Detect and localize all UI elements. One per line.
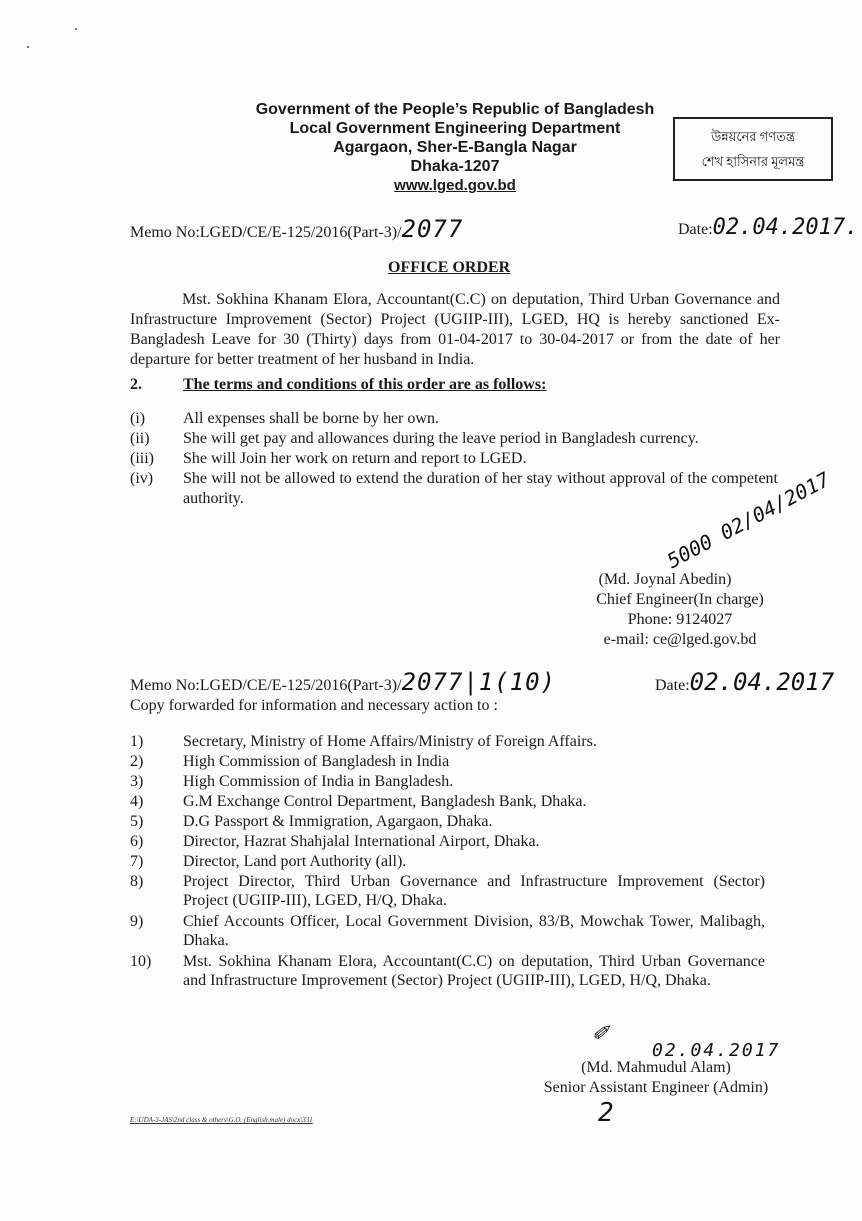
date-label: Date:: [678, 221, 713, 238]
website-link[interactable]: www.lged.gov.bd: [394, 177, 516, 194]
memo-number-1: [130, 215, 463, 243]
terms-number: 2.: [130, 376, 142, 393]
letterhead-line-1: Government of the People’s Republic of Bangladesh: [255, 101, 655, 118]
condition-text: She will get pay and allowances during the leave period in Bangladesh currency.: [183, 430, 699, 447]
memo-date-2: [655, 668, 834, 696]
distribution-text: Secretary, Ministry of Home Affairs/Ministry of Foreign Affairs.: [183, 733, 597, 750]
signatory-designation: Senior Assistant Engineer (Admin): [543, 1079, 769, 1096]
distribution-number: 10): [130, 953, 152, 970]
scan-speck: [27, 46, 29, 48]
distribution-text: Director, Hazrat Shahjalal International Airport, Dhaka.: [183, 833, 540, 850]
distribution-text: High Commission of Bangladesh in India: [183, 753, 450, 770]
slogan-box: [673, 117, 833, 181]
distribution-text: Chief Accounts Officer, Local Government Division, 83/B, Mowchak Tower, Malibagh, Dhaka.: [183, 913, 765, 949]
letterhead-line-3: Agargaon, Sher-E-Bangla Nagar: [333, 139, 577, 156]
memo-label: Memo No:LGED/CE/E-125/2016(Part-3)/: [130, 677, 402, 694]
handwritten-memo-number: 2077|1(10): [401, 668, 557, 696]
distribution-number: 3): [130, 773, 144, 790]
condition-text: She will Join her work on return and report to LGED.: [183, 450, 527, 467]
distribution-number: 1): [130, 733, 144, 750]
signatory-block-1: [560, 570, 800, 650]
distribution-number: 9): [130, 913, 144, 930]
copy-forward-line: Copy forwarded for information and necessary action to :: [130, 697, 498, 714]
distribution-text: Mst. Sokhina Khanam Elora, Accountant(C.C) on deputation, Third Urban Governance and Infrastructure Improvement (Sector) Project (UGIIP-III), LGED, H/Q, Dhaka.: [183, 953, 765, 989]
memo-label: Memo No:LGED/CE/E-125/2016(Part-3)/: [130, 224, 402, 241]
date-label: Date:: [655, 677, 690, 694]
distribution-number: 7): [130, 853, 144, 870]
distribution-text: D.G Passport & Immigration, Agargaon, Dhaka.: [183, 813, 493, 830]
signatory-designation: Chief Engineer(In charge): [596, 591, 764, 608]
distribution-number: 2): [130, 753, 144, 770]
condition-number: (i): [130, 410, 146, 427]
letterhead-line-2: Local Government Engineering Department: [289, 120, 621, 137]
distribution-text: G.M Exchange Control Department, Bangladesh Bank, Dhaka.: [183, 793, 587, 810]
signatory-name: (Md. Mahmudul Alam): [581, 1059, 731, 1076]
distribution-number: 6): [130, 833, 144, 850]
condition-number: (ii): [130, 430, 150, 447]
memo-date-1: [678, 215, 858, 240]
slogan-line-1: উন্নয়নের গণতন্ত্র: [711, 129, 795, 144]
terms-heading: The terms and conditions of this order are as follows:: [183, 376, 547, 393]
handwritten-signature-1: 5000 02/04/2017: [662, 467, 834, 573]
condition-number: (iv): [130, 470, 154, 487]
signature-scribble-icon: ✐: [592, 1018, 608, 1048]
distribution-text: Project Director, Third Urban Governance and Infrastructure Improvement (Sector) Project (UGIIP-III), LGED, H/Q, Dhaka.: [183, 873, 765, 909]
handwritten-date: 02.04.2017: [689, 668, 835, 696]
condition-number: (iii): [130, 450, 154, 467]
distribution-number: 5): [130, 813, 144, 830]
file-path-footer: E:\UDA-3-JAS\2nd class & others\G.O. (English.male) docx\331: [130, 1116, 313, 1124]
signatory-phone: Phone: 9124027: [627, 611, 733, 628]
slogan-line-2: শেখ হাসিনার মূলমন্ত্র: [701, 154, 805, 169]
signatory-email[interactable]: e-mail: ce@lged.gov.bd: [603, 631, 757, 648]
condition-text: All expenses shall be borne by her own.: [183, 410, 439, 427]
handwritten-initial: 2: [598, 1098, 614, 1128]
condition-text: She will not be allowed to extend the duration of her stay without approval of the competent authority.: [183, 470, 778, 507]
distribution-number: 4): [130, 793, 144, 810]
page-title: OFFICE ORDER: [388, 259, 511, 276]
signatory-block-2: [526, 1058, 786, 1098]
distribution-text: High Commission of India in Bangladesh.: [183, 773, 454, 790]
handwritten-memo-number: 2077: [401, 215, 464, 243]
handwritten-signature-date: 02.04.2017: [652, 1040, 781, 1061]
distribution-number: 8): [130, 873, 144, 890]
scan-speck: [75, 28, 77, 30]
letterhead-line-4: Dhaka-1207: [410, 158, 500, 175]
letterhead: [200, 100, 710, 195]
signatory-name: (Md. Joynal Abedin): [598, 571, 732, 588]
distribution-text: Director, Land port Authority (all).: [183, 853, 407, 870]
memo-number-2: [130, 668, 556, 696]
handwritten-date: 02.04.2017.: [712, 215, 859, 240]
order-paragraph: Mst. Sokhina Khanam Elora, Accountant(C.C) on deputation, Third Urban Governance and Infrastructure Improvement (Sector) Project (UGIIP-III), LGED, HQ is hereby sanctioned Ex-Bangladesh Leave for 30 (Thirty) days from 01-04-2017 to 30-04-2017 or from the date of her departure for better treatment of her husband in India.: [130, 291, 780, 368]
